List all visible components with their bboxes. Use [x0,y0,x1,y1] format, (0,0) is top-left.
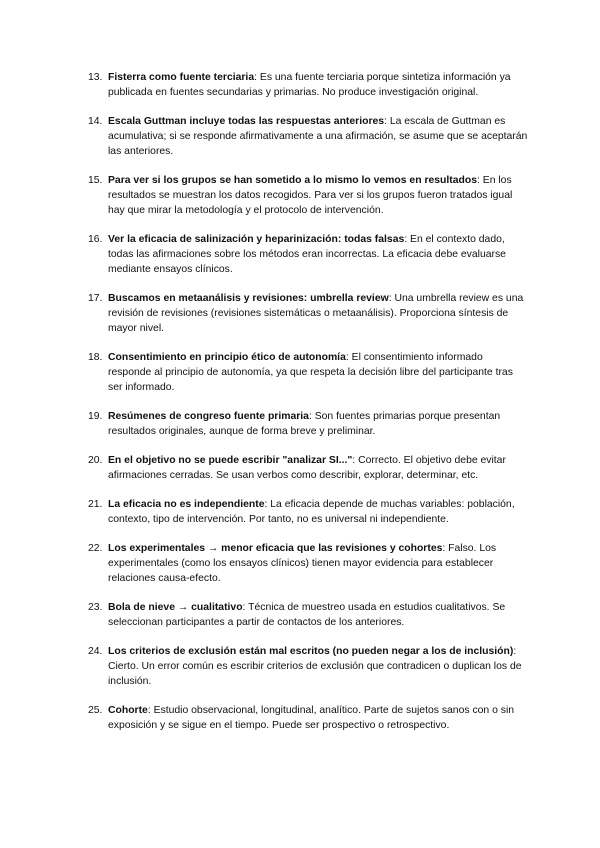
item-explanation: : Es una fuente terciaria porque sintetiza información ya publicada en fuentes secundarias y primarias. No produce investigación original. [108,72,511,98]
item-number: 19. [88,411,103,422]
item-term: Bola de nieve → cualitativo [108,602,243,613]
item-explanation: : Técnica de muestreo usada en estudios cualitativos. Se seleccionan participantes a partir de contactos de los anteriores. [108,602,506,628]
item-explanation: : Falso. Los experimentales (como los ensayos clínicos) tienen mayor evidencia para establecer relaciones causa-efecto. [108,543,497,584]
item-explanation: : En los resultados se muestran los datos recogidos. Para ver si los grupos fueron tratados igual hay que mirar la metodología y el protocolo de intervención. [108,175,513,216]
item-term: Fisterra como fuente terciaria [108,72,255,83]
item-term: La eficacia no es independiente [108,499,265,510]
item-term: Consentimiento en principio ético de autonomía [108,352,346,363]
item-term: Los criterios de exclusión están mal escritos (no pueden negar a los de inclusión) [108,646,514,657]
list-item [88,497,528,527]
item-explanation: : Son fuentes primarias porque presentan resultados originales, aunque de forma breve y preliminar. [108,411,501,437]
item-explanation: : El consentimiento informado responde al principio de autonomía, ya que respeta la decisión libre del participante tras ser informado. [108,352,513,393]
item-number: 22. [88,543,103,554]
item-explanation: : Una umbrella review es una revisión de revisiones (revisiones sistemáticas o metaanálisis). Proporciona síntesis de mayor nivel. [108,293,524,334]
item-explanation: : Cierto. Un error común es escribir criterios de exclusión que contradicen o duplican los de inclusión. [108,646,522,687]
item-number: 21. [88,499,103,510]
list-item [88,409,528,439]
item-term: Escala Guttman incluye todas las respuestas anteriores [108,116,385,127]
list-item [88,173,528,218]
item-number: 25. [88,705,103,716]
item-term: Buscamos en metaanálisis y revisiones: umbrella review [108,293,389,304]
item-number: 20. [88,455,103,466]
item-term: Resúmenes de congreso fuente primaria [108,411,309,422]
item-number: 15. [88,175,103,186]
numbered-list [88,70,528,747]
item-term: Ver la eficacia de salinización y heparinización: todas falsas [108,234,405,245]
item-number: 14. [88,116,103,127]
list-item [88,114,528,159]
item-number: 13. [88,72,103,83]
item-term: Los experimentales → menor eficacia que las revisiones y cohortes [108,543,443,554]
list-item [88,644,528,689]
item-explanation: : La eficacia depende de muchas variables: población, contexto, tipo de intervención. Por tanto, no es universal ni independiente. [108,499,515,525]
item-explanation: : En el contexto dado, todas las afirmaciones sobre los métodos eran incorrectas. La eficacia debe evaluarse mediante ensayos clínicos. [108,234,506,275]
item-number: 23. [88,602,103,613]
list-item [88,453,528,483]
list-item [88,703,528,733]
item-explanation: : La escala de Guttman es acumulativa; si se responde afirmativamente a una afirmación, se asume que se aceptarán las anteriores. [108,116,528,157]
item-term: Cohorte [108,705,148,716]
list-item [88,600,528,630]
item-explanation: : Estudio observacional, longitudinal, analítico. Parte de sujetos sanos con o sin exposición y se sigue en el tiempo. Puede ser prospectivo o retrospectivo. [108,705,515,731]
list-item [88,350,528,395]
list-item [88,291,528,336]
item-term: Para ver si los grupos se han sometido a lo mismo lo vemos en resultados [108,175,477,186]
item-number: 16. [88,234,103,245]
list-item [88,541,528,586]
item-explanation: : Correcto. El objetivo debe evitar afirmaciones cerradas. Se usan verbos como describir, explorar, determinar, etc. [108,455,506,481]
item-number: 18. [88,352,103,363]
item-term: En el objetivo no se puede escribir "analizar SI..." [108,455,353,466]
item-number: 24. [88,646,103,657]
item-number: 17. [88,293,103,304]
list-item [88,70,528,100]
list-item [88,232,528,277]
